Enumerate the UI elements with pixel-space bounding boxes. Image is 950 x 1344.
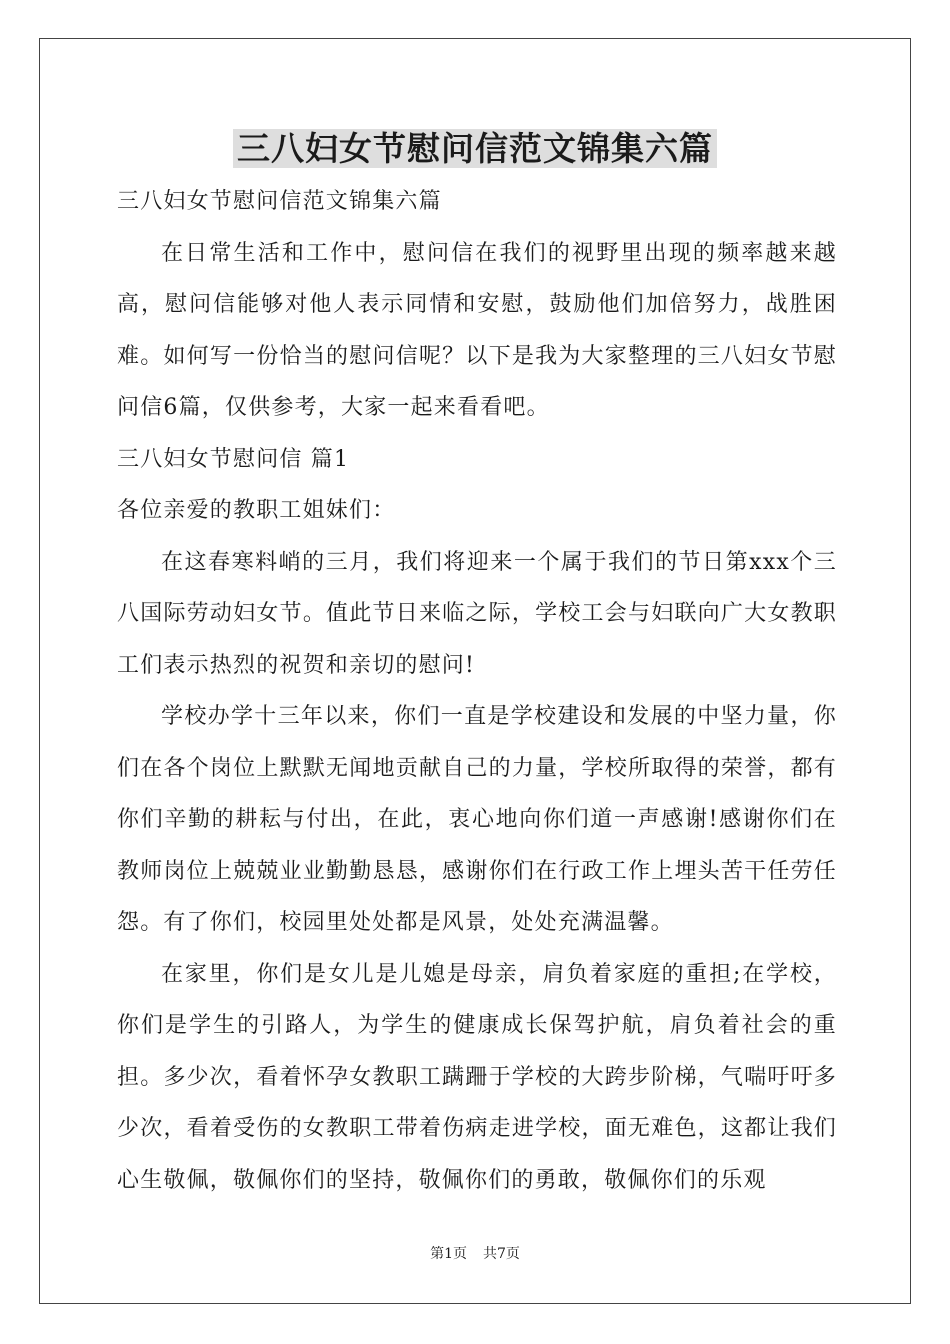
document-title <box>0 127 950 171</box>
page-number: 第1页 <box>430 1246 467 1262</box>
body-paragraph: 在这春寒料峭的三月，我们将迎来一个属于我们的节日第xxx个三八国际劳动妇女节。值此节日来临之际，学校工会与妇联向广大女教职工们表示热烈的祝贺和亲切的慰问! <box>117 549 837 678</box>
subtitle-line: 三八妇女节慰问信范文锦集六篇 <box>117 189 442 214</box>
page-total: 共7页 <box>483 1246 520 1262</box>
body-paragraph: 在家里，你们是女儿是儿媳是母亲，肩负着家庭的重担;在学校，你们是学生的引路人，为学生的健康成长保驾护航，肩负着社会的重担。多少次，看着怀孕女教职工蹒跚于学校的大跨步阶梯，气喘吁吁多少次，看着受伤的女教职工带着伤病走进学校，面无难色，这都让我们心生敬佩，敬佩你们的坚持，敬佩你们的勇敢，敬佩你们的乐观 <box>117 961 837 1193</box>
section-heading: 三八妇女节慰问信 篇1 <box>117 446 350 472</box>
intro-paragraph: 在日常生活和工作中，慰问信在我们的视野里出现的频率越来越高，慰问信能够对他人表示同情和安慰，鼓励他们加倍努力，战胜困难。如何写一份恰当的慰问信呢？以下是我为大家整理的三八妇女节慰问信6篇，仅供参考，大家一起来看看吧。 <box>117 240 837 420</box>
document-body <box>117 176 837 1206</box>
body-paragraph: 学校办学十三年以来，你们一直是学校建设和发展的中坚力量，你们在各个岗位上默默无闻地贡献自己的力量，学校所取得的荣誉，都有你们辛勤的耕耘与付出，在此，衷心地向你们道一声感谢!感谢你们在教师岗位上兢兢业业勤勤恳恳，感谢你们在行政工作上埋头苦干任劳任怨。有了你们，校园里处处都是风景，处处充满温馨。 <box>117 704 837 935</box>
salutation: 各位亲爱的教职工姐妹们： <box>117 498 396 523</box>
page-footer <box>0 1244 950 1264</box>
document-title-text: 三八妇女节慰问信范文锦集六篇 <box>233 129 717 168</box>
